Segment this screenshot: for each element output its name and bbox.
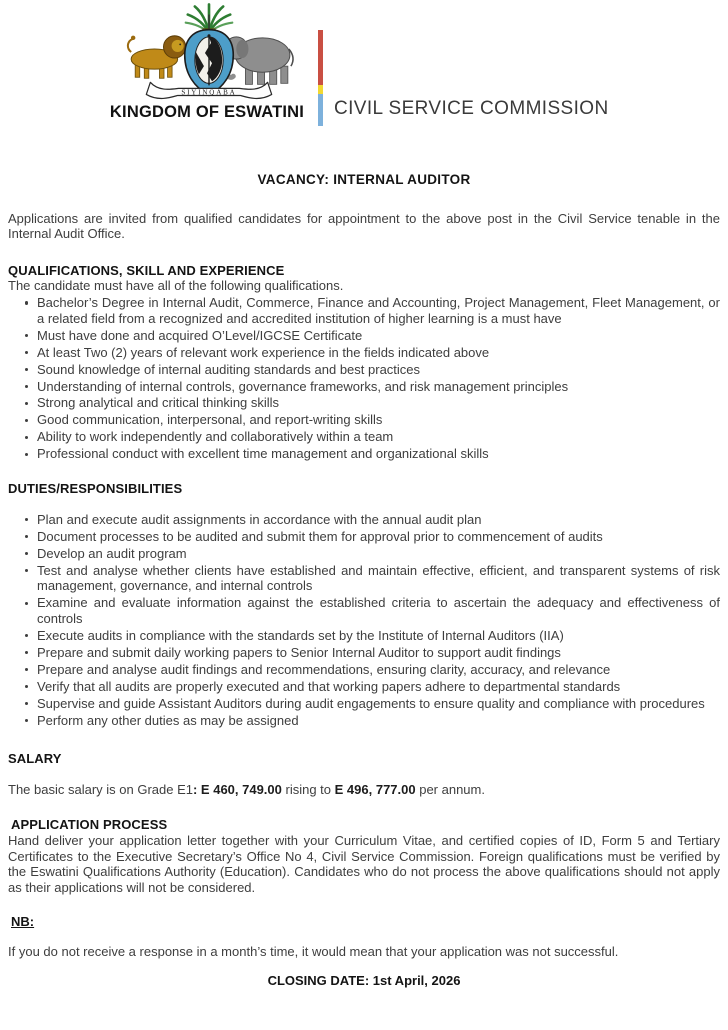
list-item: Verify that all audits are properly executed and that working papers adhere to departmental standards bbox=[37, 679, 720, 695]
list-item: Document processes to be audited and submit them for approval prior to commencement of audits bbox=[37, 529, 720, 545]
list-item: Examine and evaluate information against the established criteria to ascertain the adequacy and effectiveness of controls bbox=[37, 595, 720, 626]
list-item: Perform any other duties as may be assigned bbox=[37, 713, 720, 729]
document-body bbox=[0, 172, 728, 988]
list-item: Professional conduct with excellent time management and organizational skills bbox=[37, 446, 720, 462]
list-item: Ability to work independently and collaboratively within a team bbox=[37, 429, 720, 445]
lion-icon bbox=[128, 36, 186, 79]
list-item: At least Two (2) years of relevant work experience in the fields indicated above bbox=[37, 345, 720, 361]
duties-heading: DUTIES/RESPONSIBILITIES bbox=[8, 481, 183, 497]
intro-paragraph: Applications are invited from qualified candidates for appointment to the above post in the Civil Service tenable in the Internal Audit Office. bbox=[8, 210, 720, 242]
salary-paragraph bbox=[8, 782, 720, 798]
elephant-icon bbox=[224, 37, 293, 85]
kingdom-title: KINGDOM OF ESWATINI bbox=[109, 103, 305, 121]
closing-date: CLOSING DATE: 1st April, 2026 bbox=[267, 972, 461, 988]
commission-title: CIVIL SERVICE COMMISSION bbox=[334, 98, 609, 119]
nb-label: NB: bbox=[11, 914, 35, 930]
motto-text: SIYINQABA bbox=[181, 88, 237, 97]
list-item: Supervise and guide Assistant Auditors during audit engagements to ensure quality and compliance with procedures bbox=[37, 696, 720, 712]
flag-bar-blue-segment bbox=[318, 94, 323, 126]
list-item: Good communication, interpersonal, and report-writing skills bbox=[37, 412, 720, 428]
list-item: Plan and execute audit assignments in accordance with the annual audit plan bbox=[37, 512, 720, 528]
list-item: Sound knowledge of internal auditing standards and best practices bbox=[37, 362, 720, 378]
list-item: Strong analytical and critical thinking skills bbox=[37, 395, 720, 411]
duties-list bbox=[8, 512, 720, 729]
salary-rising-text: rising to bbox=[281, 781, 335, 797]
coat-of-arms-emblem bbox=[118, 2, 300, 104]
vacancy-title: VACANCY: INTERNAL AUDITOR bbox=[257, 172, 471, 187]
application-heading: APPLICATION PROCESS bbox=[11, 817, 168, 833]
flag-bar-yellow-segment bbox=[318, 85, 323, 94]
qualifications-subheading: The candidate must have all of the following qualifications. bbox=[8, 278, 344, 294]
nb-note: If you do not receive a response in a month’s time, it would mean that your application was not successful. bbox=[8, 944, 619, 959]
flag-color-bar bbox=[318, 30, 323, 126]
flag-bar-red-segment bbox=[318, 30, 323, 85]
salary-per-annum: per annum. bbox=[415, 781, 485, 797]
salary-lead: The basic salary is on Grade E1 bbox=[8, 781, 193, 797]
list-item: Execute audits in compliance with the standards set by the Institute of Internal Auditors (IIA) bbox=[37, 628, 720, 644]
list-item: Understanding of internal controls, governance frameworks, and risk management principles bbox=[37, 379, 720, 395]
salary-heading: SALARY bbox=[8, 751, 62, 767]
list-item: Prepare and analyse audit findings and recommendations, ensuring clarity, accuracy, and relevance bbox=[37, 662, 720, 678]
list-item: Bachelor’s Degree in Internal Audit, Commerce, Finance and Accounting, Project Management, Fleet Management, or a related field from a recognized and accredited institution of higher learning is a must have bbox=[37, 294, 720, 326]
qualifications-heading: QUALIFICATIONS, SKILL AND EXPERIENCE bbox=[8, 262, 285, 278]
document-header bbox=[0, 0, 728, 146]
list-item: Test and analyse whether clients have established and maintain effective, efficient, and transparent systems of risk management, governance, and internal controls bbox=[37, 562, 720, 594]
salary-amount-to: E 496, 777.00 bbox=[334, 781, 416, 797]
application-paragraph: Hand deliver your application letter together with your Curriculum Vitae, and certified copies of ID, Form 5 and Tertiary Certificates to the Executive Secretary’s Office No 4, Civil Service Commission. Foreign qualifications must be verified by the Eswatini Qualifications Authority (Education). Candidates who do not process the above qualifications should not apply as their applications will not be considered. bbox=[8, 833, 720, 895]
qualifications-list bbox=[8, 295, 720, 462]
salary-amount-from: : E 460, 749.00 bbox=[192, 781, 282, 797]
list-item: Must have done and acquired O’Level/IGCSE Certificate bbox=[37, 328, 720, 344]
list-item: Develop an audit program bbox=[37, 546, 720, 562]
list-item: Prepare and submit daily working papers to Senior Internal Auditor to support audit findings bbox=[37, 645, 720, 661]
shield-icon bbox=[185, 15, 234, 96]
